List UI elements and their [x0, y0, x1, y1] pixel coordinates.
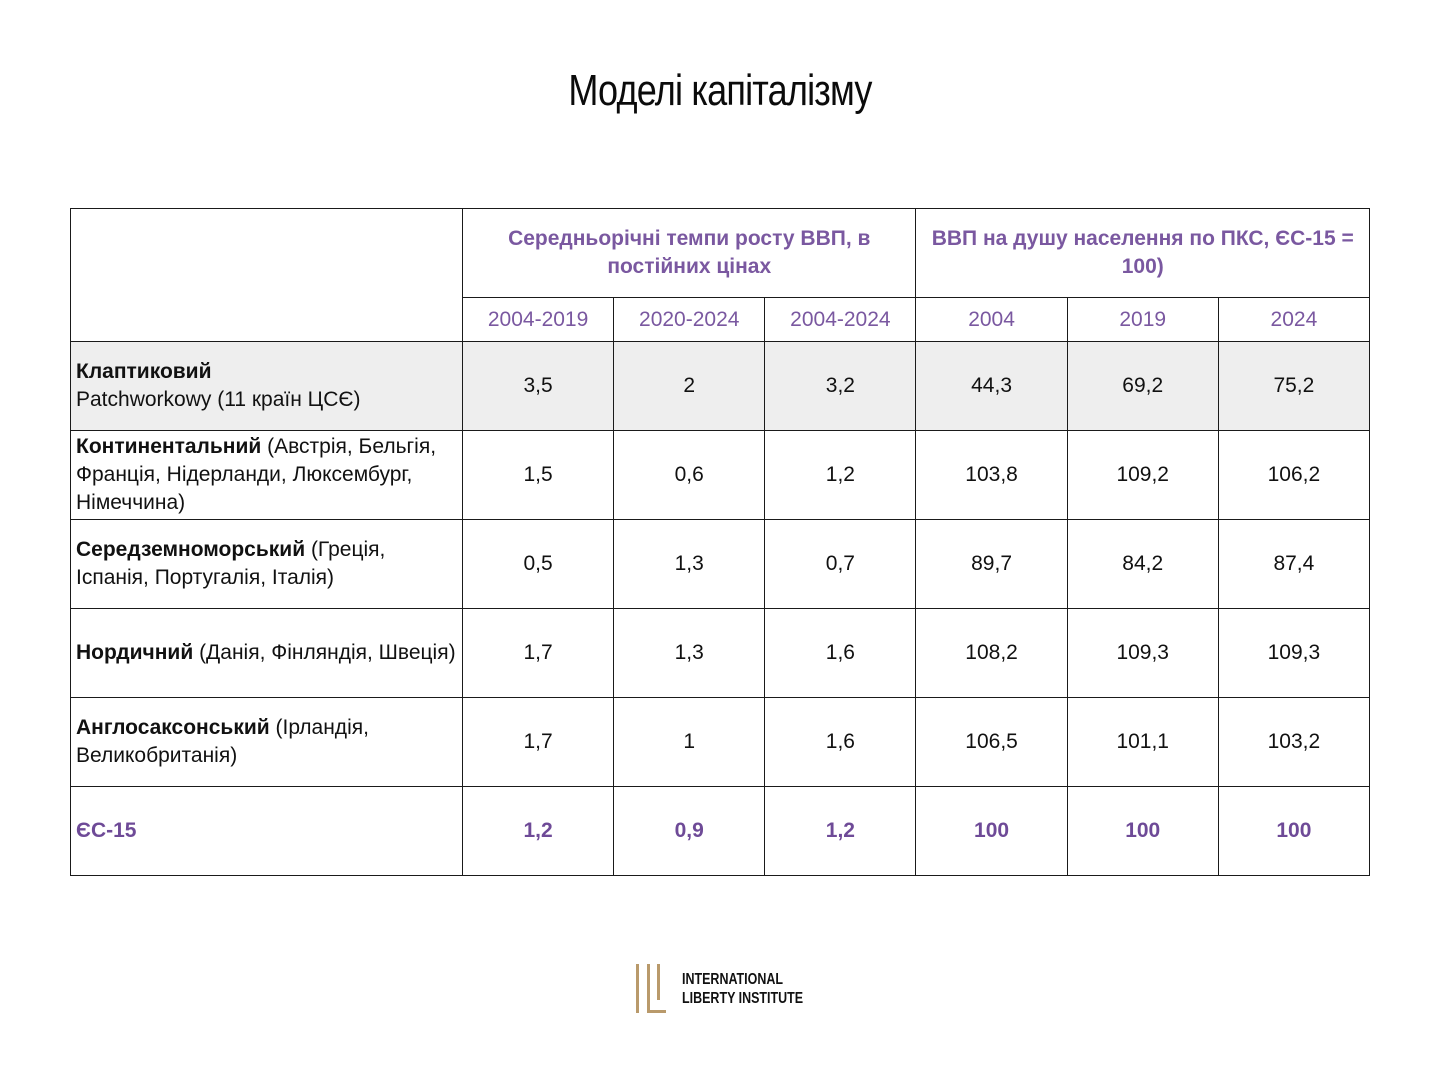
table-cell: 109,3: [1218, 609, 1369, 698]
header-row-groups: [71, 209, 1370, 298]
table-cell: 1,2: [765, 787, 916, 876]
table-row: [71, 520, 1370, 609]
year-header: 2004-2019: [463, 298, 614, 342]
header-gdp-per-capita: ВВП на душу населення по ПКС, ЄС-15 = 100): [916, 209, 1370, 298]
table-cell: 87,4: [1218, 520, 1369, 609]
table-cell: 1,7: [463, 609, 614, 698]
table-cell: 100: [1067, 787, 1218, 876]
year-header: 2004-2024: [765, 298, 916, 342]
year-header: 2019: [1067, 298, 1218, 342]
table-cell: 1,7: [463, 698, 614, 787]
header-empty-cell: [71, 209, 463, 342]
table-row: [71, 342, 1370, 431]
table-cell: 69,2: [1067, 342, 1218, 431]
year-header: 2004: [916, 298, 1067, 342]
table-cell: 2: [614, 342, 765, 431]
row-label: [71, 609, 463, 698]
table-cell: 1,6: [765, 698, 916, 787]
row-label: [71, 342, 463, 431]
table-cell: 109,3: [1067, 609, 1218, 698]
row-label: [71, 520, 463, 609]
table-cell: 0,7: [765, 520, 916, 609]
row-model-detail: (Ірландія, Великобританія): [76, 716, 369, 767]
table-cell: 100: [1218, 787, 1369, 876]
table-row: [71, 609, 1370, 698]
table-cell: 108,2: [916, 609, 1067, 698]
table-cell: 3,5: [463, 342, 614, 431]
table-cell: 89,7: [916, 520, 1067, 609]
table-cell: 44,3: [916, 342, 1067, 431]
row-model-name: Нордичний: [76, 641, 194, 664]
row-model-detail: (Австрія, Бельгія, Франція, Нідерланди, Люксембург, Німеччина): [76, 435, 437, 514]
row-model-name: Клаптиковий: [76, 360, 212, 383]
table-cell: 1: [614, 698, 765, 787]
ili-logo: [636, 964, 806, 1014]
table-row: [71, 698, 1370, 787]
row-label: [71, 431, 463, 520]
row-label: [71, 698, 463, 787]
table-cell: 101,1: [1067, 698, 1218, 787]
row-model-name: Середземноморський: [76, 538, 306, 561]
row-model-detail: (Греція, Іспанія, Португалія, Італія): [76, 538, 386, 589]
table-cell: 1,6: [765, 609, 916, 698]
page-title: Моделі капіталізму: [568, 66, 872, 115]
table-cell: 0,9: [614, 787, 765, 876]
table-cell: 0,5: [463, 520, 614, 609]
row-model-detail: Patchworkowy (11 країн ЦСЄ): [76, 388, 361, 411]
table-cell: 103,2: [1218, 698, 1369, 787]
row-label: [71, 787, 463, 876]
table-cell: 1,2: [463, 787, 614, 876]
table-row-eu15: [71, 787, 1370, 876]
year-header: 2020-2024: [614, 298, 765, 342]
table-cell: 3,2: [765, 342, 916, 431]
table-cell: 1,2: [765, 431, 916, 520]
table-cell: 100: [916, 787, 1067, 876]
table-row: [71, 431, 1370, 520]
row-model-name: Англосаксонський: [76, 716, 270, 739]
table-cell: 84,2: [1067, 520, 1218, 609]
row-model-name: Континентальний: [76, 435, 262, 458]
table-cell: 1,3: [614, 609, 765, 698]
logo-line-2: LIBERTY INSTITUTE: [682, 990, 804, 1007]
year-header: 2024: [1218, 298, 1369, 342]
table-cell: 109,2: [1067, 431, 1218, 520]
table-cell: 75,2: [1218, 342, 1369, 431]
ili-logo-mark-icon: [636, 964, 668, 1014]
row-model-detail: (Данія, Фінляндія, Швеція): [193, 641, 456, 664]
logo-line-1: INTERNATIONAL: [682, 971, 783, 988]
table-cell: 106,5: [916, 698, 1067, 787]
table-cell: 0,6: [614, 431, 765, 520]
capitalism-models-table: [70, 208, 1370, 876]
header-gdp-growth: Середньорічні темпи росту ВВП, в постійних цінах: [463, 209, 916, 298]
table-cell: 1,3: [614, 520, 765, 609]
table-cell: 103,8: [916, 431, 1067, 520]
table-cell: 1,5: [463, 431, 614, 520]
logo-text: [682, 970, 803, 1008]
table-cell: 106,2: [1218, 431, 1369, 520]
row-model-name: ЄС-15: [76, 819, 137, 842]
